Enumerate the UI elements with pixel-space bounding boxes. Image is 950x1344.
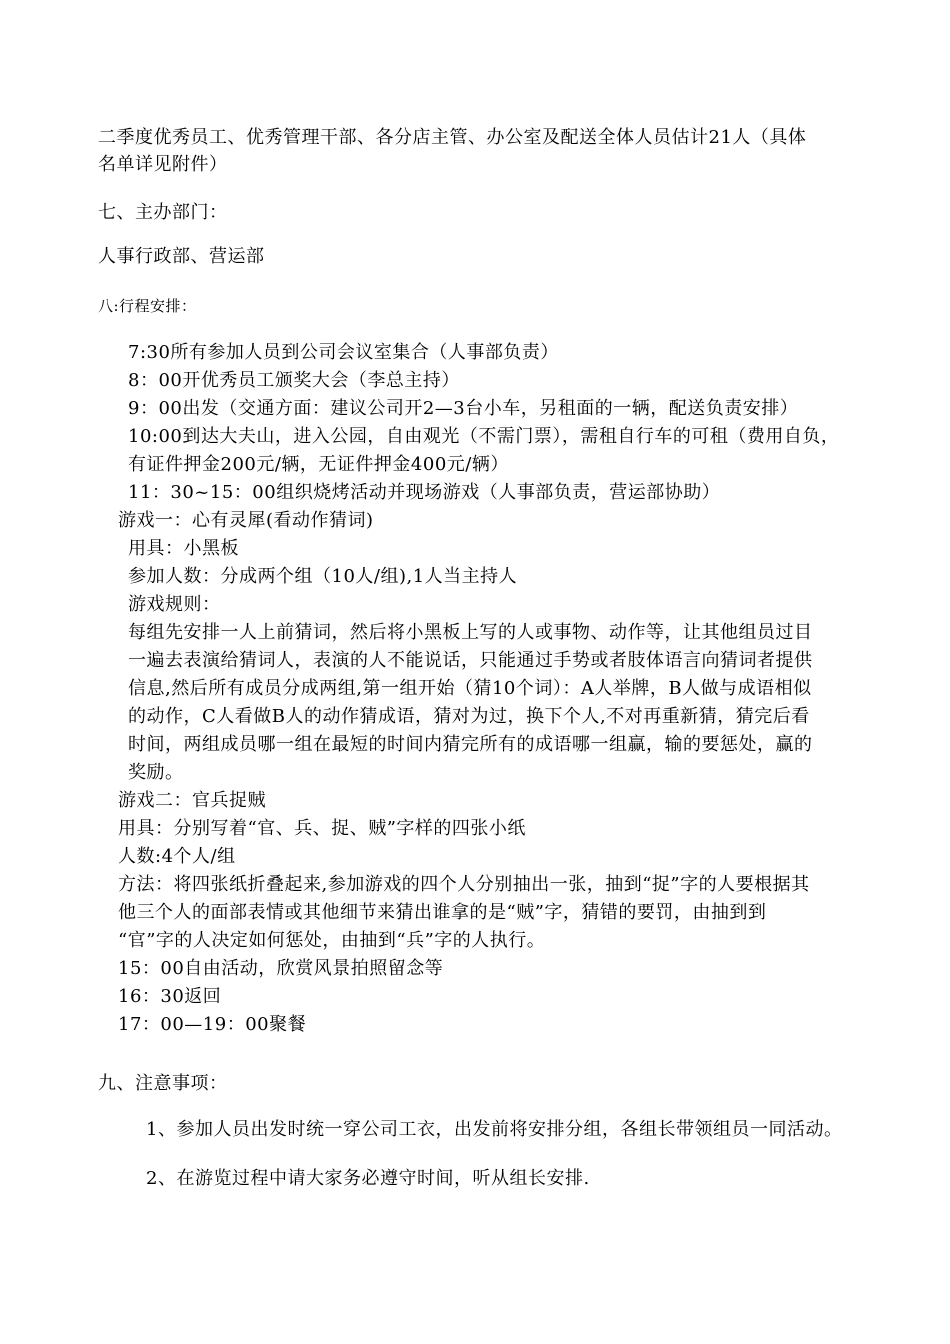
game-1-rules-line: 的动作，C人看做B人的动作猜成语，猜对为过，换下个人,不对再重新猜，猜完后看 xyxy=(128,706,810,727)
game-1-rules-line: 每组先安排一人上前猜词，然后将小黑板上写的人或事物、动作等，让其他组员过目 xyxy=(128,622,813,643)
schedule-item: 9：00出发（交通方面：建议公司开2—3台小车，另租面的一辆，配送负责安排） xyxy=(128,398,799,419)
participants-line-2: 名单详见附件） xyxy=(98,154,228,175)
game-1-tools: 用具：小黑板 xyxy=(128,538,239,559)
notice-item: 1、参加人员出发时统一穿公司工衣，出发前将安排分组，各组长带领组员一同活动。 xyxy=(146,1119,843,1140)
game-1-rules-line: 时间，两组成员哪一组在最短的时间内猜完所有的成语哪一组赢，输的要惩处，赢的 xyxy=(128,734,813,755)
section-7-heading: 七、主办部门： xyxy=(98,202,228,223)
game-2-method-line: 方法：将四张纸折叠起来,参加游戏的四个人分别抽出一张，抽到“捉”字的人要根据其 xyxy=(118,874,810,895)
afternoon-item: 15：00自由活动，欣赏风景拍照留念等 xyxy=(118,958,444,979)
participants-line-1: 二季度优秀员工、优秀管理干部、各分店主管、办公室及配送全体人员估计21人（具体 xyxy=(98,127,807,148)
schedule-item: 10:00到达大夫山，进入公园，自由观光（不需门票），需租自行车的可租（费用自负， xyxy=(128,426,840,447)
schedule-item: 11：30~15：00组织烧烤活动并现场游戏（人事部负责，营运部协助） xyxy=(128,482,721,503)
afternoon-item: 16：30返回 xyxy=(118,986,222,1007)
game-2-method-line: 他三个人的面部表情或其他细节来猜出谁拿的是“贼”字，猜错的要罚，由抽到到 xyxy=(118,902,767,923)
game-1-title: 游戏一：心有灵犀(看动作猜词) xyxy=(118,510,374,531)
schedule-item: 8：00开优秀员工颁奖大会（李总主持） xyxy=(128,370,460,391)
schedule-item: 有证件押金200元/辆，无证件押金400元/辆） xyxy=(128,454,509,475)
game-2-tools: 用具：分别写着“官、兵、捉、贼”字样的四张小纸 xyxy=(118,818,526,839)
game-2-title: 游戏二：官兵捉贼 xyxy=(118,790,266,811)
afternoon-item: 17：00—19：00聚餐 xyxy=(118,1014,307,1035)
notice-item: 2、在游览过程中请大家务必遵守时间，听从组长安排. xyxy=(146,1168,590,1189)
game-1-rules-label: 游戏规则： xyxy=(128,594,221,615)
section-7-content: 人事行政部、营运部 xyxy=(98,246,265,267)
game-1-rules-line: 一遍去表演给猜词人，表演的人不能说话，只能通过手势或者肢体语言向猜词者提供 xyxy=(128,650,813,671)
game-1-people: 参加人数：分成两个组（10人/组),1人当主持人 xyxy=(128,566,518,587)
game-2-method-line: “官”字的人决定如何惩处，由抽到“兵”字的人执行。 xyxy=(118,930,546,951)
section-9-heading: 九、注意事项： xyxy=(98,1073,228,1094)
schedule-item: 7:30所有参加人员到公司会议室集合（人事部负责） xyxy=(128,342,559,363)
game-1-rules-line: 奖励。 xyxy=(128,762,184,783)
section-8-heading: 八:行程安排： xyxy=(98,297,197,315)
game-1-rules-line: 信息,然后所有成员分成两组,第一组开始（猜10个词）：A人举牌，B人做与成语相似 xyxy=(128,678,812,699)
game-2-people: 人数:4个人/组 xyxy=(118,846,236,867)
